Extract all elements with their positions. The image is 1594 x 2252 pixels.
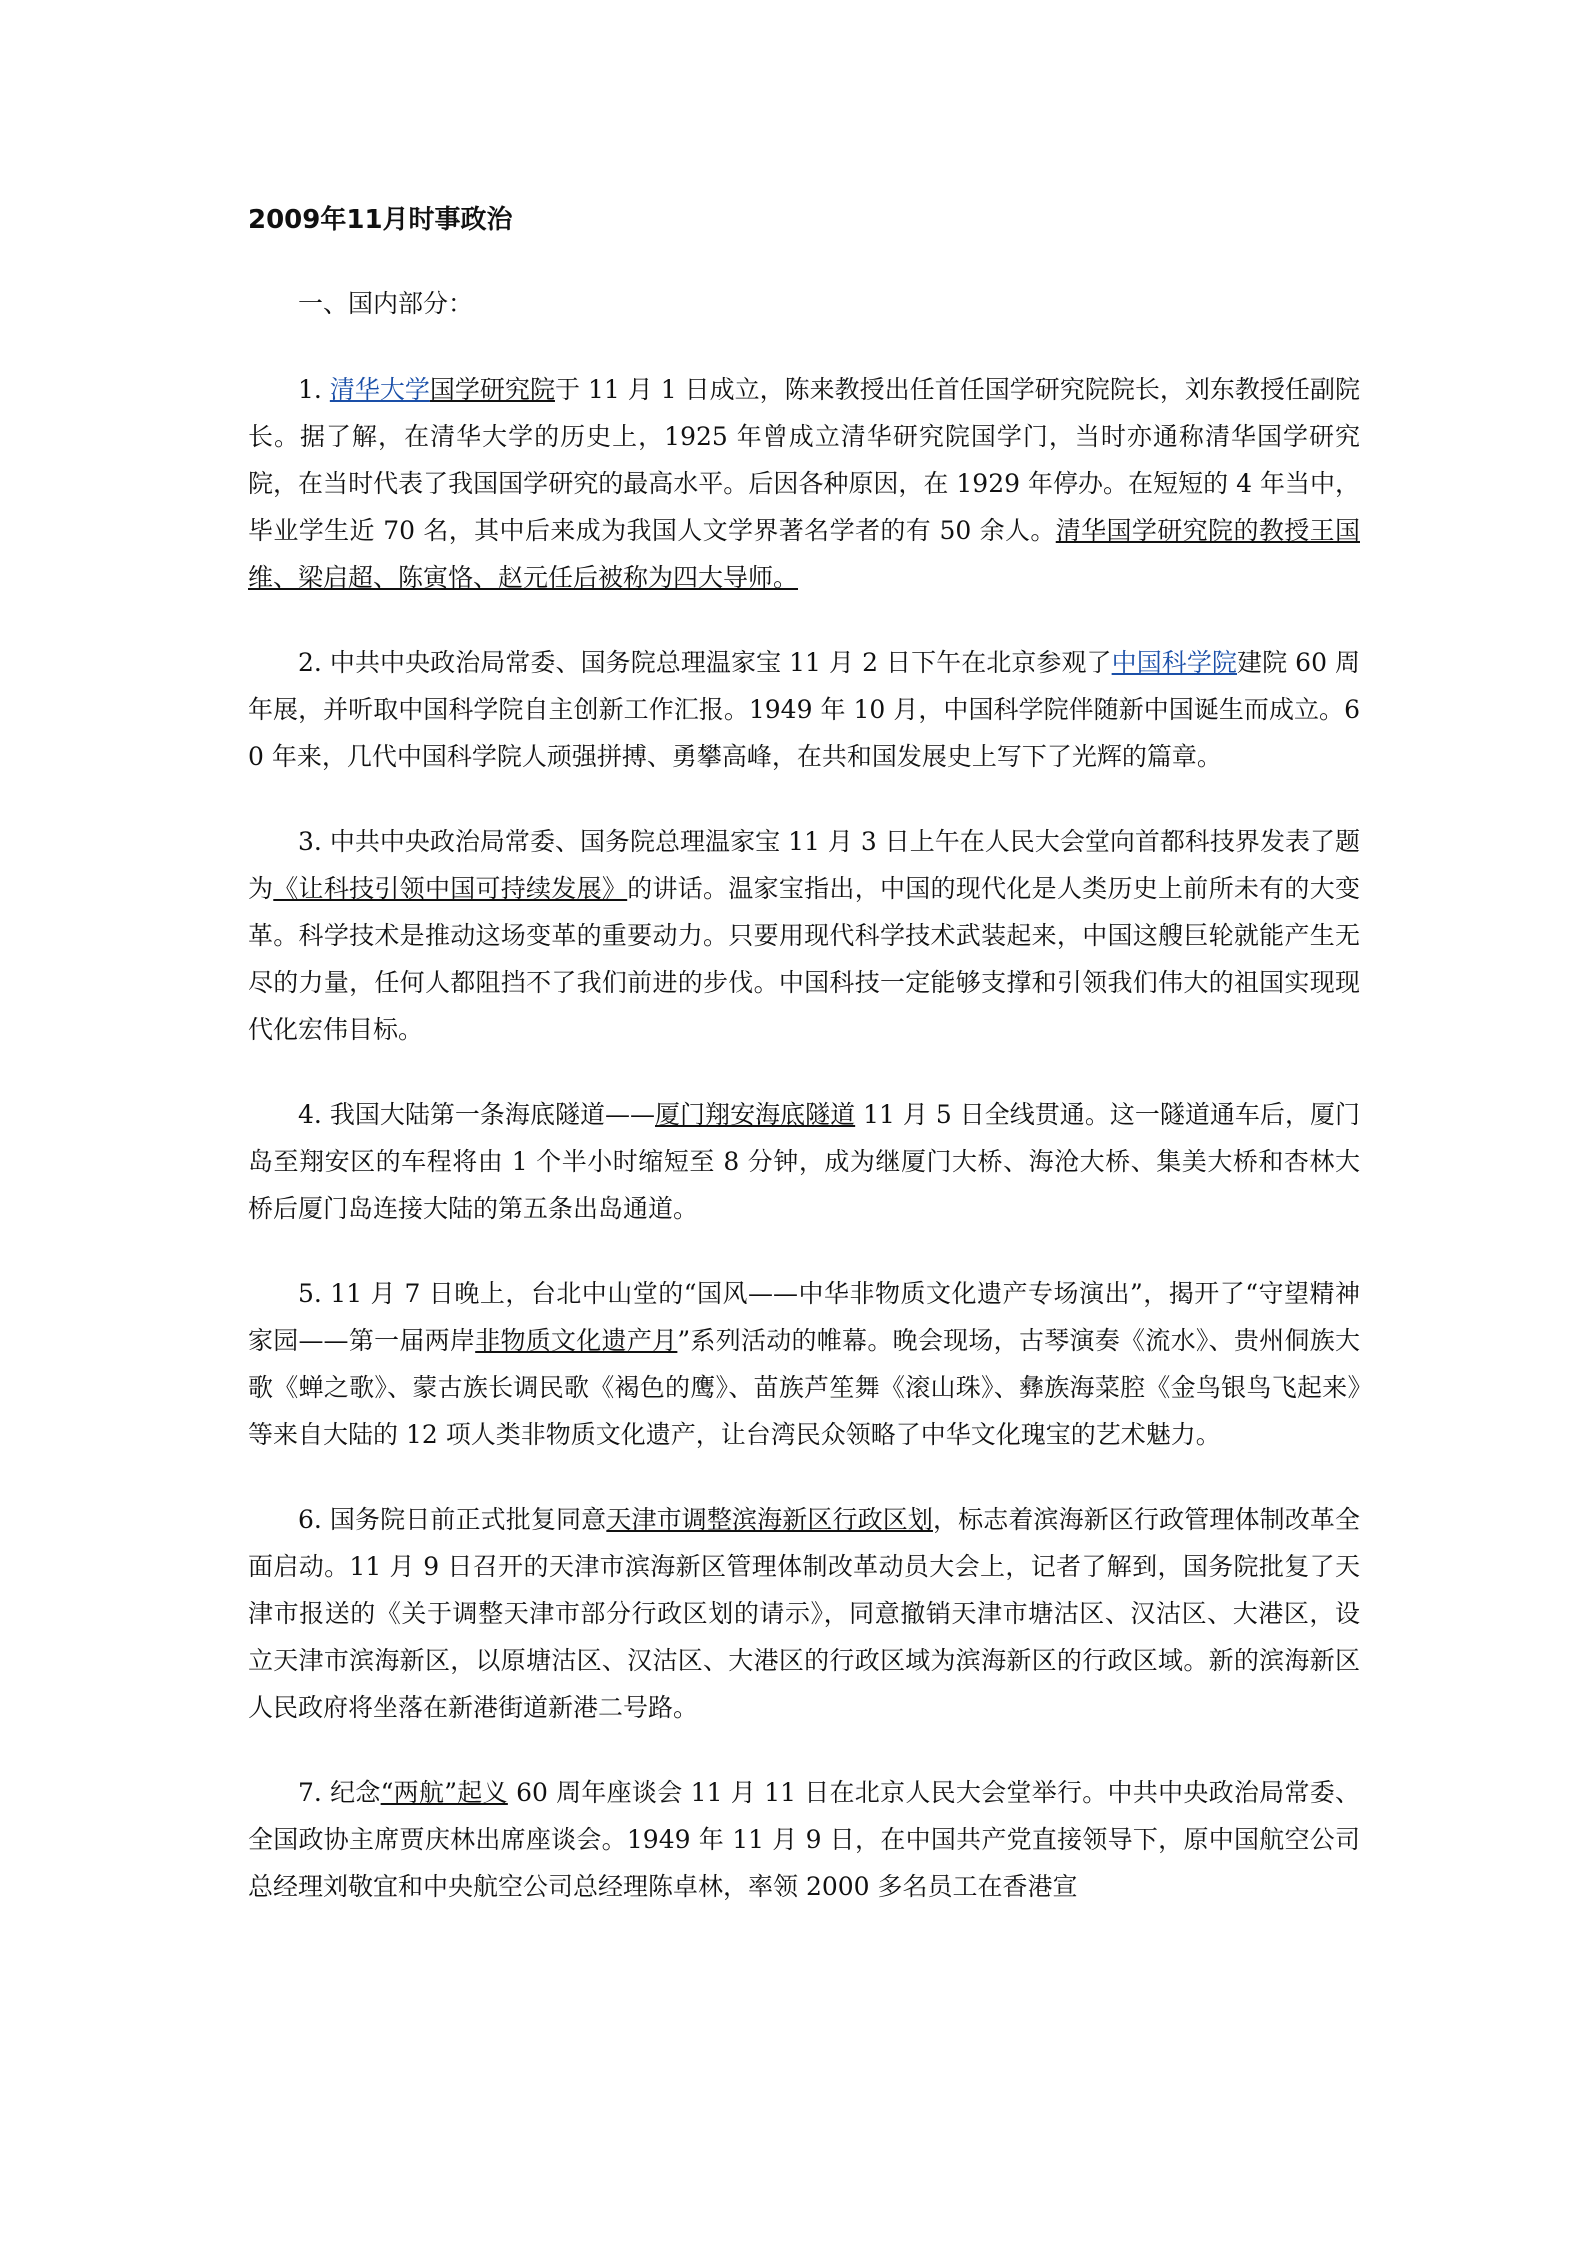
section-heading-domestic: 一、国内部分： [298, 289, 474, 318]
underlined-speech-title: 《让科技引领中国可持续发展》 [273, 874, 628, 903]
news-item-4: 4. 我国大陆第一条海底隧道——厦门翔安海底隧道 11 月 5 日全线贯通。这一隧道通车后，厦门岛至翔安区的车程将由 1 个半小时缩短至 8 分钟，成为继厦门大桥、海沧大桥、集美大桥和杏林大桥后厦门岛连接大陆的第五条出岛通道。 [248, 1100, 1360, 1223]
news-item-7: 7. 纪念“两航”起义 60 周年座谈会 11 月 11 日在北京人民大会堂举行。中共中央政治局常委、全国政协主席贾庆林出席座谈会。1949 年 11 月 9 日，在中国共产党直接领导下，原中国航空公司总经理刘敬宜和中央航空公司总经理陈卓林，率领 2000 多名员工在香港宣 [248, 1778, 1360, 1901]
news-item-6: 6. 国务院日前正式批复同意天津市调整滨海新区行政区划，标志着滨海新区行政管理体制改革全面启动。11 月 9 日召开的天津市滨海新区管理体制改革动员大会上，记者了解到，国务院批复了天津市报送的《关于调整天津市部分行政区划的请示》，同意撤销天津市塘沽区、汉沽区、大港区，设立天津市滨海新区，以原塘沽区、汉沽区、大港区的行政区域为滨海新区的行政区域。新的滨海新区人民政府将坐落在新港街道新港二号路。 [248, 1505, 1360, 1722]
underlined-tianjin-adjustment: 天津市调整滨海新区行政区划 [606, 1505, 933, 1534]
underlined-sentence: 清华国学研究院的教授王国维、梁启超、陈寅恪、赵元任后被称为四大导师。 [248, 516, 1360, 592]
underlined-term: 国学研究院 [429, 375, 555, 404]
underlined-two-airlines-uprising: “两航”起义 [380, 1778, 508, 1807]
link-tsinghua-university[interactable]: 清华大学 [329, 375, 430, 404]
underlined-tunnel-name: 厦门翔安海底隧道 [655, 1100, 856, 1129]
news-item-1: 1. 清华大学国学研究院于 11 月 1 日成立，陈来教授出任首任国学研究院院长，刘东教授任副院长。据了解，在清华大学的历史上，1925 年曾成立清华研究院国学门，当时亦通称清华国学研究院，在当时代表了我国国学研究的最高水平。后因各种原因，在 1929 年停办。在短短的 4 年当中，毕业学生近 70 名，其中后来成为我国人文学界著名学者的有 50 余人。清华国学研究院的教授王国维、梁启超、陈寅恪、赵元任后被称为四大导师。 [248, 375, 1360, 592]
news-item-5: 5. 11 月 7 日晚上，台北中山堂的“国风——中华非物质文化遗产专场演出”，揭开了“守望精神家园——第一届两岸非物质文化遗产月”系列活动的帷幕。晚会现场，古琴演奏《流水》、贵州侗族大歌《蝉之歌》、蒙古族长调民歌《褐色的鹰》、苗族芦笙舞《滚山珠》、彝族海菜腔《金鸟银鸟飞起来》等来自大陆的 12 项人类非物质文化遗产，让台湾民众领略了中华文化瑰宝的艺术魅力。 [248, 1279, 1360, 1449]
news-item-3: 3. 中共中央政治局常委、国务院总理温家宝 11 月 3 日上午在人民大会堂向首都科技界发表了题为《让科技引领中国可持续发展》的讲话。温家宝指出，中国的现代化是人类历史上前所未有的大变革。科学技术是推动这场变革的重要动力。只要用现代科学技术武装起来，中国这艘巨轮就能产生无尽的力量，任何人都阻挡不了我们前进的步伐。中国科技一定能够支撑和引领我们伟大的祖国实现现代化宏伟目标。 [248, 827, 1360, 1044]
link-chinese-academy-of-sciences[interactable]: 中国科学院 [1111, 648, 1237, 677]
document-title: 2009年11月时事政治 [248, 205, 513, 235]
document-page [248, 200, 1360, 1948]
underlined-heritage-month: 非物质文化遗产月 [475, 1326, 678, 1355]
news-item-2: 2. 中共中央政治局常委、国务院总理温家宝 11 月 2 日下午在北京参观了中国科学院建院 60 周年展，并听取中国科学院自主创新工作汇报。1949 年 10 月，中国科学院伴随新中国诞生而成立。60 年来，几代中国科学院人顽强拼搏、勇攀高峰，在共和国发展史上写下了光辉的篇章。 [248, 648, 1360, 771]
